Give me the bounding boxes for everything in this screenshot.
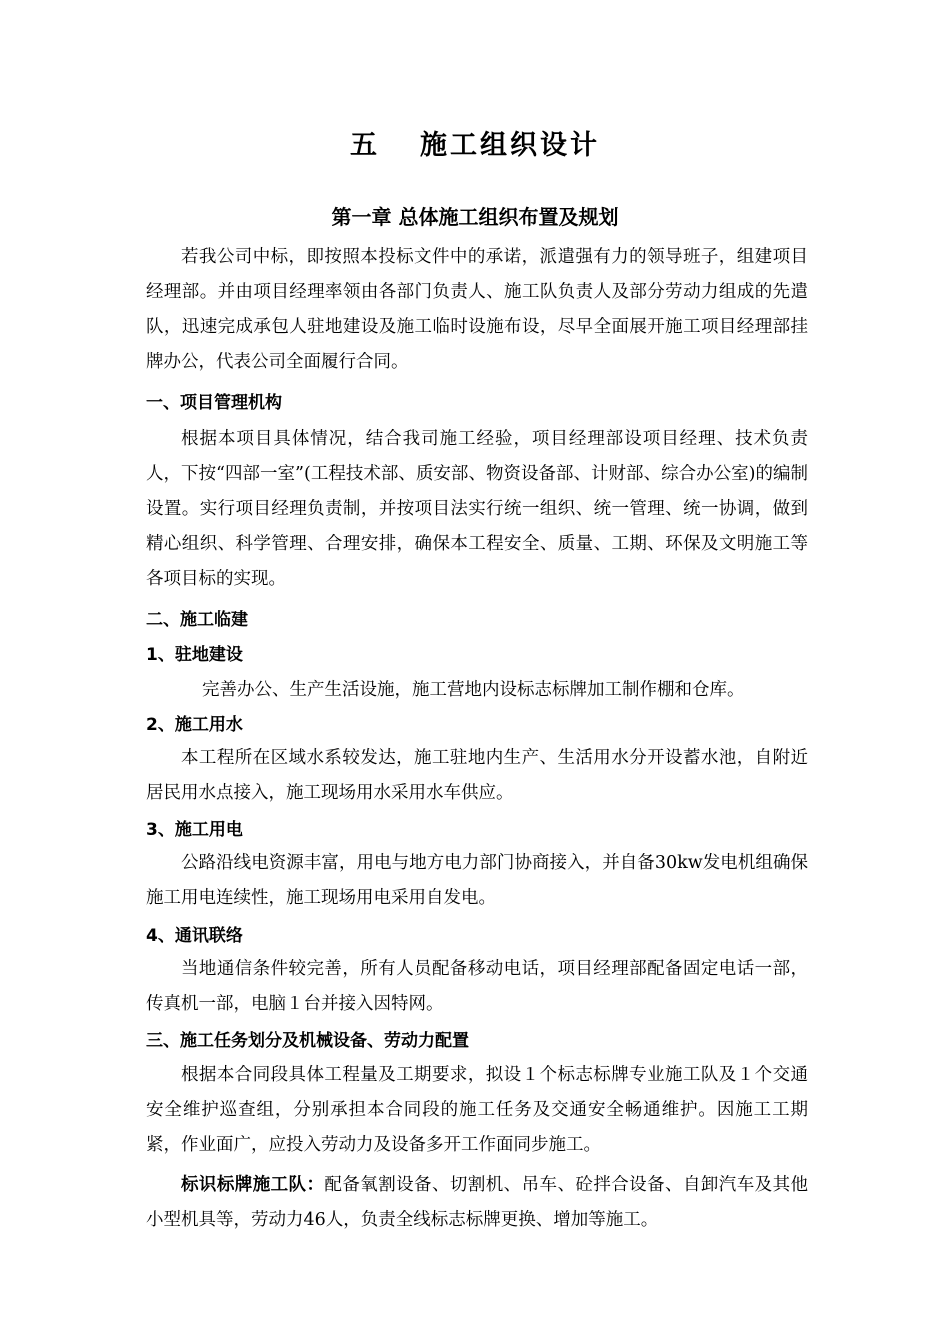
- section-heading-tasks: 三、施工任务划分及机械设备、劳动力配置: [146, 1031, 469, 1051]
- section-heading-management: 一、项目管理机构: [146, 393, 282, 413]
- power-paragraph: 公路沿线电资源丰富，用电与地方电力部门协商接入，并自备30kw发电机组确保施工用电连续性，施工现场用电采用自发电。: [146, 853, 808, 908]
- water-paragraph: 本工程所在区域水系较发达，施工驻地内生产、生活用水分开设蓄水池，自附近居民用水点接入，施工现场用水采用水车供应。: [146, 748, 808, 803]
- subheading-communication: 4、通讯联络: [146, 926, 243, 946]
- subheading-water: 2、施工用水: [146, 715, 243, 735]
- chapter-heading: 第一章 总体施工组织布置及规划: [331, 205, 619, 229]
- communication-paragraph: 当地通信条件较完善，所有人员配备移动电话，项目经理部配备固定电话一部，传真机一部，电脑１台并接入因特网。: [146, 959, 808, 1014]
- tasks-paragraph: 根据本合同段具体工程量及工期要求，拟设１个标志标牌专业施工队及１个交通安全维护巡查组，分别承担本合同段的施工任务及交通安全畅通维护。因施工工期紧，作业面广，应投入劳动力及设备多开工作面同步施工。: [146, 1065, 808, 1155]
- sign-team-text: 配备氧割设备、切割机、吊车、砼拌合设备、自卸汽车及其他小型机具等，劳动力46人，负责全线标志标牌更换、增加等施工。: [146, 1175, 809, 1230]
- camp-paragraph: 完善办公、生产生活设施，施工营地内设标志标牌加工制作棚和仓库。: [202, 680, 745, 700]
- section-heading-temporary: 二、施工临建: [146, 610, 248, 630]
- sign-team-label: 标识标牌施工队：: [181, 1175, 325, 1195]
- document-title: [0, 128, 950, 164]
- title-number: 五: [350, 130, 380, 161]
- sign-team-paragraph: [146, 1168, 808, 1238]
- title-text: 施工组织设计: [420, 130, 600, 161]
- subheading-power: 3、施工用电: [146, 820, 243, 840]
- intro-paragraph: 若我公司中标，即按照本投标文件中的承诺，派遣强有力的领导班子，组建项目经理部。并由项目经理率领由各部门负责人、施工队负责人及部分劳动力组成的先遣队，迅速完成承包人驻地建设及施工临时设施布设，尽早全面展开施工项目经理部挂牌办公，代表公司全面履行合同。: [146, 247, 808, 372]
- subheading-camp: 1、驻地建设: [146, 645, 243, 665]
- management-paragraph: 根据本项目具体情况，结合我司施工经验，项目经理部设项目经理、技术负责人，下按“四部一室”(工程技术部、质安部、物资设备部、计财部、综合办公室)的编制设置。实行项目经理负责制，并按项目法实行统一组织、统一管理、统一协调，做到精心组织、科学管理、合理安排，确保本工程安全、质量、工期、环保及文明施工等各项目标的实现。: [146, 429, 808, 589]
